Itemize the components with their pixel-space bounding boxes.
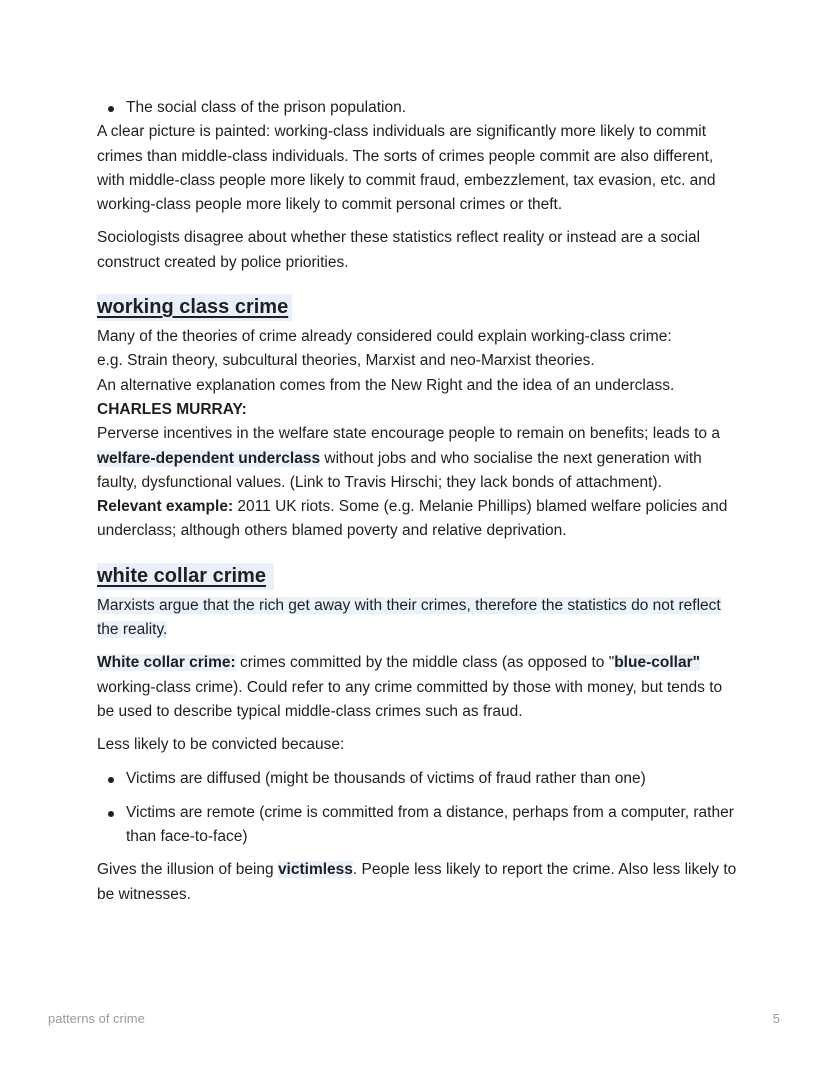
document-body bbox=[97, 96, 737, 907]
paragraph bbox=[97, 422, 737, 495]
paragraph bbox=[97, 651, 737, 724]
section-heading-working-class: working class crime bbox=[97, 294, 292, 321]
text-run: working-class crime). Could refer to any crime committed by those with money, but tends to be used to describe typical middle-class crimes such as fraud. bbox=[97, 678, 723, 720]
text-run: Perverse incentives in the welfare state encourage people to remain on benefits; leads to a bbox=[97, 425, 720, 443]
paragraph: Sociologists disagree about whether these statistics reflect reality or instead are a social construct created by police priorities. bbox=[97, 229, 701, 271]
key-term: blue-collar" bbox=[614, 654, 700, 672]
section-heading-white-collar: white collar crime bbox=[97, 563, 274, 590]
paragraph: An alternative explanation comes from the New Right and the idea of an underclass. bbox=[97, 376, 675, 394]
white-collar-bullet-list bbox=[97, 767, 737, 850]
paragraph: Many of the theories of crime already considered could explain working-class crime: bbox=[97, 328, 672, 346]
footer-title: patterns of crime bbox=[48, 1011, 145, 1026]
text-run: crimes committed by the middle class (as opposed to " bbox=[235, 654, 615, 672]
text-run: . People less likely to report the crime. Also less likely to be witnesses. bbox=[97, 861, 737, 903]
paragraph: Less likely to be convicted because: bbox=[97, 736, 345, 754]
list-item: Victims are diffused (might be thousands of victims of fraud rather than one) bbox=[97, 767, 737, 791]
intro-bullet-list bbox=[97, 96, 737, 120]
text-run: Marxists argue that the rich get away with their crimes, therefore the statistics do not reflect the reality. bbox=[97, 596, 721, 639]
text-run: without jobs and who socialise the next generation with faulty, dysfunctional values. (Link to Travis Hirschi; they lack bonds of attachment). bbox=[97, 449, 702, 491]
paragraph bbox=[97, 495, 737, 544]
example-label: Relevant example: bbox=[97, 498, 234, 516]
paragraph bbox=[97, 594, 737, 643]
page-number: 5 bbox=[772, 1011, 780, 1026]
key-term: victimless bbox=[277, 861, 353, 879]
murray-label: CHARLES MURRAY: bbox=[97, 400, 247, 418]
text-run: 2011 UK riots. Some (e.g. Melanie Phillips) blamed welfare policies and underclass; although others blamed poverty and relative deprivation. bbox=[97, 498, 728, 540]
section-heading-wrapper bbox=[97, 563, 737, 590]
paragraph: e.g. Strain theory, subcultural theories, Marxist and neo-Marxist theories. bbox=[97, 352, 595, 370]
paragraph bbox=[97, 398, 737, 422]
section-heading-wrapper bbox=[97, 294, 737, 321]
text-run: Gives the illusion of being bbox=[97, 861, 278, 879]
key-term: welfare-dependent underclass bbox=[97, 449, 321, 467]
list-item: Victims are remote (crime is committed from a distance, perhaps from a computer, rather than face-to-face) bbox=[97, 801, 737, 850]
paragraph bbox=[97, 858, 737, 907]
list-item: The social class of the prison population. bbox=[97, 96, 737, 120]
paragraph: A clear picture is painted: working-class individuals are significantly more likely to commit crimes than middle-class individuals. The sorts of crimes people commit are also different, with middle-class people more likely to commit fraud, embezzlement, tax evasion, etc. and working-class people more likely to commit personal crimes or theft. bbox=[97, 123, 716, 214]
definition-label: White collar crime: bbox=[97, 654, 236, 672]
